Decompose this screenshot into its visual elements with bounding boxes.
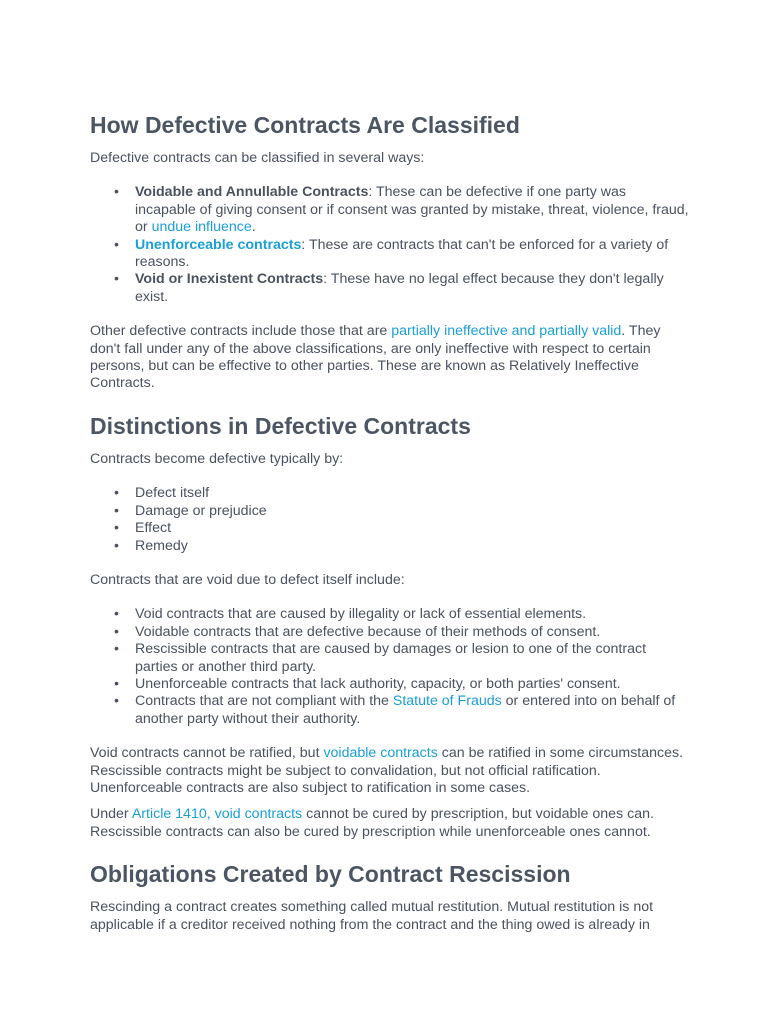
list-item [90, 237, 690, 272]
ratification-paragraph [90, 745, 690, 797]
section1-intro: Defective contracts can be classified in several ways: [90, 150, 425, 166]
paragraph-text: can be ratified in some circumstances. Rescissible contracts might be subject to convalidation, but not official ratification. Unenforceable contracts are also subject to ratification in some cases. [90, 745, 684, 796]
voidable-contracts-link[interactable]: voidable contracts [323, 745, 438, 762]
list-item: • Rescissible contracts that are caused by damages or lesion to one of the contract parties or another third party. [90, 641, 690, 676]
section-heading-rescission: Obligations Created by Contract Rescission [90, 861, 571, 888]
paragraph-text: Other defective contracts include those that are [90, 323, 392, 340]
list-item-text: Contracts that are not compliant with the [135, 693, 393, 710]
paragraph-text: Under [90, 806, 132, 823]
section2-intro2: Contracts that are void due to defect itself include: [90, 571, 405, 588]
list-item: • Voidable contracts that are defective because of their methods of consent. [90, 624, 690, 641]
void-contracts-list [90, 606, 690, 728]
undue-influence-link[interactable]: undue influence [151, 219, 252, 236]
paragraph-text: cannot be cured by prescription, but voidable ones can. Rescissible contracts can also be cured by prescription while unenforceable ones cannot. [90, 806, 654, 840]
list-item: • Effect [90, 520, 690, 537]
partially-ineffective-link[interactable]: partially ineffective and partially valid [391, 323, 622, 340]
term-description: : These are contracts that can't be enforced for a variety of reasons. [135, 236, 669, 271]
list-item: • Void contracts that are caused by illegality or lack of essential elements. [90, 606, 690, 623]
statute-of-frauds-link[interactable]: Statute of Frauds [392, 693, 502, 710]
article-body [90, 110, 690, 934]
list-item [90, 693, 690, 728]
list-item: • Damage or prejudice [90, 503, 690, 520]
list-item [90, 271, 690, 306]
section-heading-classified: How Defective Contracts Are Classified [90, 112, 520, 138]
punctuation: , [206, 806, 215, 823]
list-item [90, 184, 690, 236]
section-heading-distinctions: Distinctions in Defective Contracts [90, 412, 471, 439]
list-item: • Unenforceable contracts that lack authority, capacity, or both parties' consent. [90, 676, 690, 693]
prescription-paragraph [90, 806, 690, 841]
unenforceable-contracts-link[interactable]: Unenforceable contracts [135, 236, 302, 253]
void-contracts-link[interactable]: void contracts [214, 806, 303, 823]
list-item: • Defect itself [90, 485, 690, 502]
paragraph-text: . They don't fall under any of the above classifications, are only ineffective with respect to certain persons, but can be effective to other parties. These are known as Relatively Ineffective Contracts. [90, 323, 661, 392]
relatively-ineffective-paragraph [90, 323, 690, 393]
list-item: • Remedy [90, 538, 690, 555]
term-description: : These can be defective if one party was incapable of giving consent or if consent was granted by mistake, threat, violence, fraud, or [135, 184, 689, 236]
defect-causes-list [90, 485, 690, 555]
paragraph-text: Void contracts cannot be ratified, but [90, 745, 324, 762]
section2-intro: Contracts become defective typically by: [90, 450, 344, 467]
term-voidable: Voidable and Annullable Contracts [135, 184, 369, 201]
rescission-paragraph: Rescinding a contract creates something called mutual restitution. Mutual restitution is not applicable if a creditor received nothing from the contract and the thing owed is already in [90, 899, 654, 933]
term-description: : These have no legal effect because they don't legally exist. [135, 271, 664, 305]
list-item-text: or entered into on behalf of another party without their authority. [135, 693, 676, 727]
punctuation: . [251, 219, 256, 236]
term-void: Void or Inexistent Contracts [135, 271, 324, 288]
article-1410-link[interactable]: Article 1410 [131, 806, 207, 823]
classification-list [90, 184, 690, 306]
